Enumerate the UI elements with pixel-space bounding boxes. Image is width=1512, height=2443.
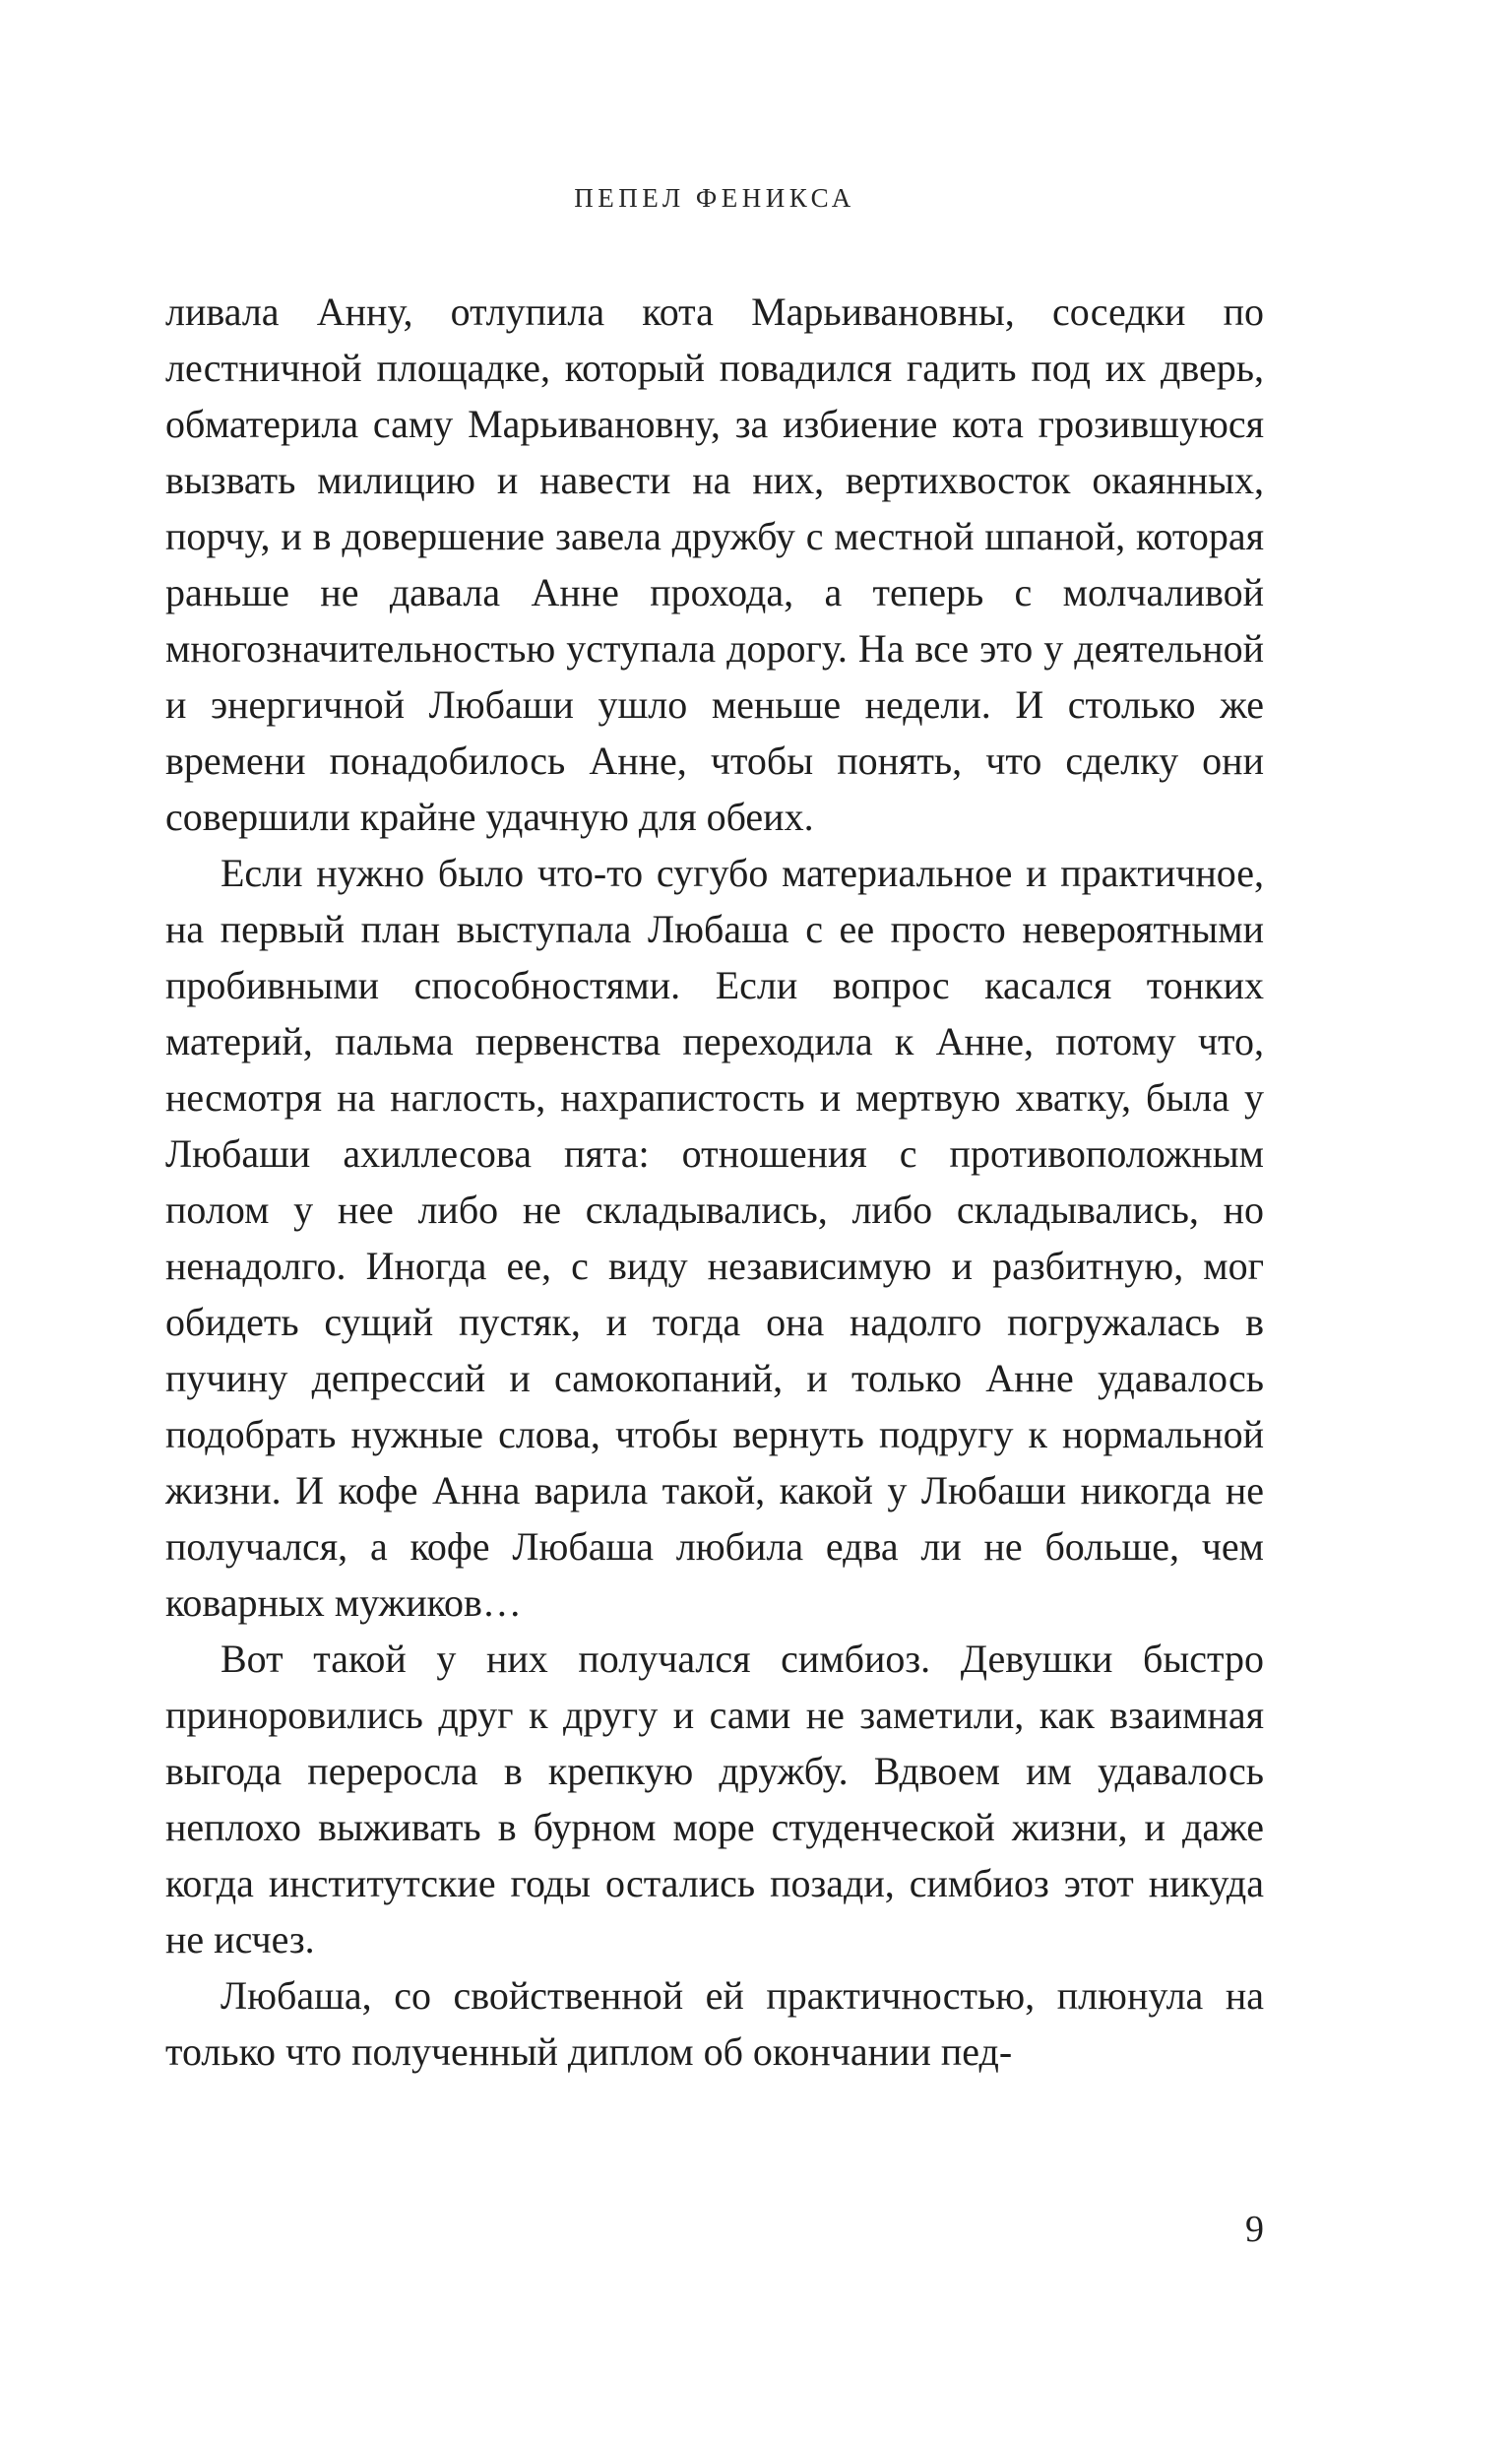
paragraph: Вот такой у них получался симбиоз. Девушки быстро приноровились друг к другу и сами не заметили, как взаимная выгода переросла в крепкую дружбу. Вдвоем им удавалось неплохо выживать в бурном море студенческой жизни, и даже когда институтские годы остались позади, симбиоз этот никуда не исчез. (165, 1637, 1264, 1961)
paragraph: Если нужно было что-то сугубо материальное и практичное, на первый план выступала Любаша с ее просто невероятными пробивными способностями. Если вопрос касался тонких материй, пальма первенства переходила к Анне, потому что, несмотря на наглость, нахрапистость и мертвую хватку, была у Любаши ахиллесова пята: отношения с противоположным полом у нее либо не складывались, либо складывались, но ненадолго. Иногда ее, с виду независимую и разбитную, мог обидеть сущий пустяк, и тогда она надолго погружалась в пучину депрессий и самокопаний, и только Анне удавалось подобрать нужные слова, чтобы вернуть подругу к нормальной жизни. И кофе Анна варила такой, какой у Любаши никогда не получался, а кофе Любаша любила едва ли не больше, чем коварных мужиков… (165, 851, 1264, 1625)
paragraph: ливала Анну, отлупила кота Марьивановны, соседки по лестничной площадке, который повадился гадить под их дверь, обматерила саму Марьивановну, за избиение кота грозившуюся вызвать милицию и навести на них, вертихвосток окаянных, порчу, и в довершение завела дружбу с местной шпаной, которая раньше не давала Анне прохода, а теперь с молчаливой многозначительностью уступала дорогу. На все это у деятельной и энергичной Любаши ушло меньше недели. И столько же времени понадобилось Анне, чтобы понять, что сделку они совершили крайне удачную для обеих. (165, 289, 1264, 839)
paragraph: Любаша, со свойственной ей практичностью, плюнула на только что полученный диплом об окончании пед- (165, 1973, 1264, 2074)
text-block (165, 284, 1264, 2080)
running-header: ПЕПЕЛ ФЕНИКСА (574, 183, 855, 213)
page-number: 9 (1245, 2209, 1264, 2250)
